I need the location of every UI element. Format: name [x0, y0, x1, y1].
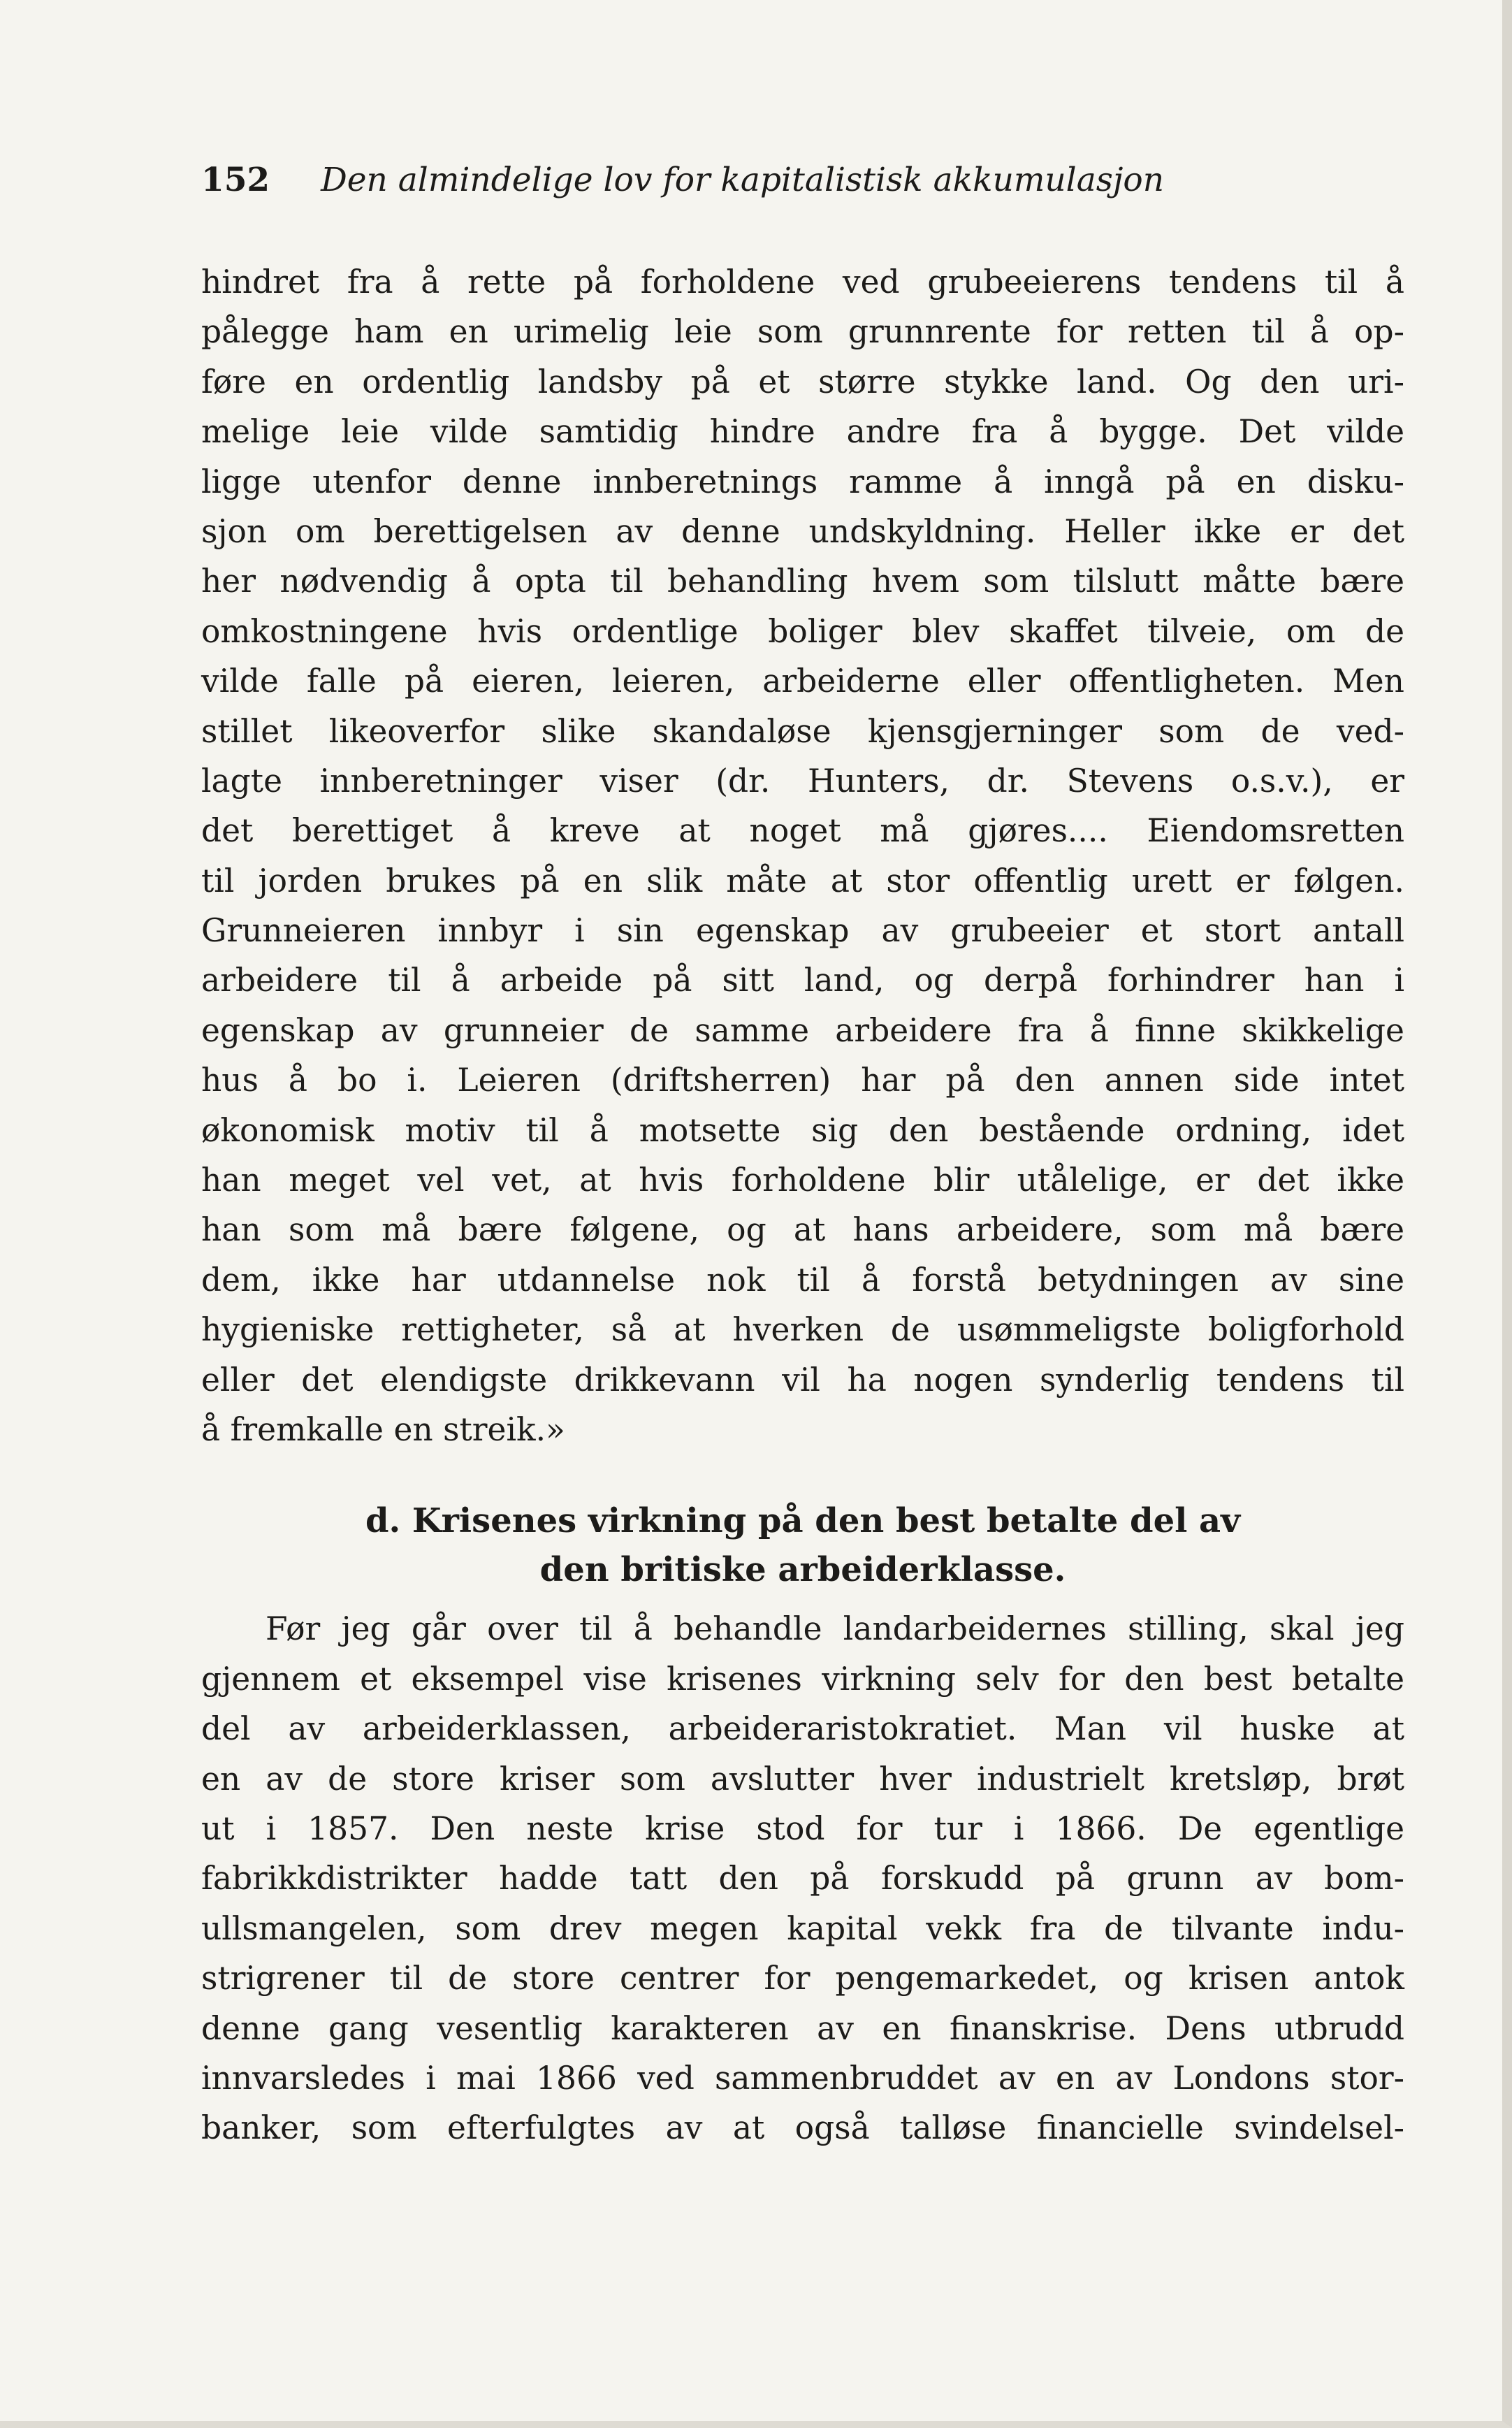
text-line: lagte innberetninger viser (dr. Hunters, dr. Stevens o.s.v.), er	[201, 762, 1404, 800]
text-line: han som må bære følgene, og at hans arbeidere, som må bære	[201, 1211, 1404, 1249]
text-line: innvarsledes i mai 1866 ved sammenbruddet av en av Londons stor-	[201, 2059, 1404, 2097]
text-line: Før jeg går over til å behandle landarbeidernes stilling, skal jeg	[266, 1610, 1404, 1648]
text-line: hygieniske rettigheter, så at hverken de usømmeligste boligforhold	[201, 1311, 1404, 1349]
text-line: å fremkalle en streik.»	[201, 1410, 565, 1448]
text-line: her nødvendig å opta til behandling hvem som tilslutt måtte bære	[201, 563, 1404, 600]
text-line: en av de store kriser som avslutter hver industrielt kretsløp, brøt	[201, 1760, 1404, 1798]
page-number: 152	[201, 161, 270, 199]
running-header	[201, 159, 1431, 201]
body-text	[201, 257, 1404, 2153]
text-line: til jorden brukes på en slik måte at stor offentlig urett er følgen.	[201, 862, 1404, 899]
text-line: banker, som efterfulgtes av at også talløse financielle svindelsel-	[201, 2109, 1404, 2147]
text-line: arbeidere til å arbeide på sitt land, og derpå forhindrer han i	[201, 962, 1404, 999]
text-line: fabrikkdistrikter hadde tatt den på forskudd på grunn av bom-	[201, 1860, 1404, 1898]
text-line: ut i 1857. Den neste krise stod for tur i 1866. De egentlige	[201, 1809, 1404, 1847]
text-line: egenskap av grunneier de samme arbeidere fra å finne skikkelige	[201, 1011, 1404, 1049]
text-line: økonomisk motiv til å motsette sig den bestående ordning, idet	[201, 1111, 1404, 1149]
text-line: pålegge ham en urimelig leie som grunnrente for retten til å op-	[201, 313, 1404, 351]
text-line: strigrener til de store centrer for pengemarkedet, og krisen antok	[201, 1960, 1404, 1997]
text-line: føre en ordentlig landsby på et større stykke land. Og den uri-	[201, 363, 1404, 400]
section-heading-line: den britiske arbeiderklasse.	[539, 1550, 1066, 1590]
text-line: hus å bo i. Leieren (driftsherren) har på den annen side intet	[201, 1062, 1404, 1099]
section-heading	[201, 1496, 1404, 1594]
text-line: melige leie vilde samtidig hindre andre fra å bygge. Det vilde	[201, 413, 1404, 451]
paragraph	[201, 1604, 1404, 2153]
text-line: del av arbeiderklassen, arbeideraristokratiet. Man vil huske at	[201, 1710, 1404, 1748]
text-line: sjon om berettigelsen av denne undskyldning. Heller ikke er det	[201, 512, 1404, 550]
text-line: stillet likeoverfor slike skandaløse kjensgjerninger som de ved-	[201, 712, 1404, 750]
text-line: hindret fra å rette på forholdene ved grubeeierens tendens til å	[201, 263, 1404, 301]
text-line: gjennem et eksempel vise krisenes virkning selv for den best betalte	[201, 1660, 1404, 1698]
text-line: dem, ikke har utdannelse nok til å forstå betydningen av sine	[201, 1261, 1404, 1299]
text-line: vilde falle på eieren, leieren, arbeiderne eller offentligheten. Men	[201, 663, 1404, 700]
text-line: han meget vel vet, at hvis forholdene blir utålelige, er det ikke	[201, 1162, 1404, 1199]
section-heading-line: d. Krisenes virkning på den best betalte del av	[365, 1501, 1241, 1541]
text-line: eller det elendigste drikkevann vil ha nogen synderlig tendens til	[201, 1361, 1404, 1399]
text-line: omkostningene hvis ordentlige boliger blev skaffet tilveie, om de	[201, 612, 1404, 650]
text-line: ullsmangelen, som drev megen kapital vekk fra de tilvante indu-	[201, 1909, 1404, 1947]
text-line: Grunneieren innbyr i sin egenskap av grubeeier et stort antall	[201, 912, 1404, 950]
text-line: denne gang vesentlig karakteren av en finanskrise. Dens utbrudd	[201, 2009, 1404, 2047]
text-line: ligge utenfor denne innberetnings ramme å inngå på en disku-	[201, 463, 1404, 500]
running-title: Den almindelige lov for kapitalistisk akkumulasjon	[321, 161, 1164, 199]
paragraph-quote-continuation	[201, 257, 1404, 1454]
text-line: det berettiget å kreve at noget må gjøres.... Eiendomsretten	[201, 812, 1404, 850]
